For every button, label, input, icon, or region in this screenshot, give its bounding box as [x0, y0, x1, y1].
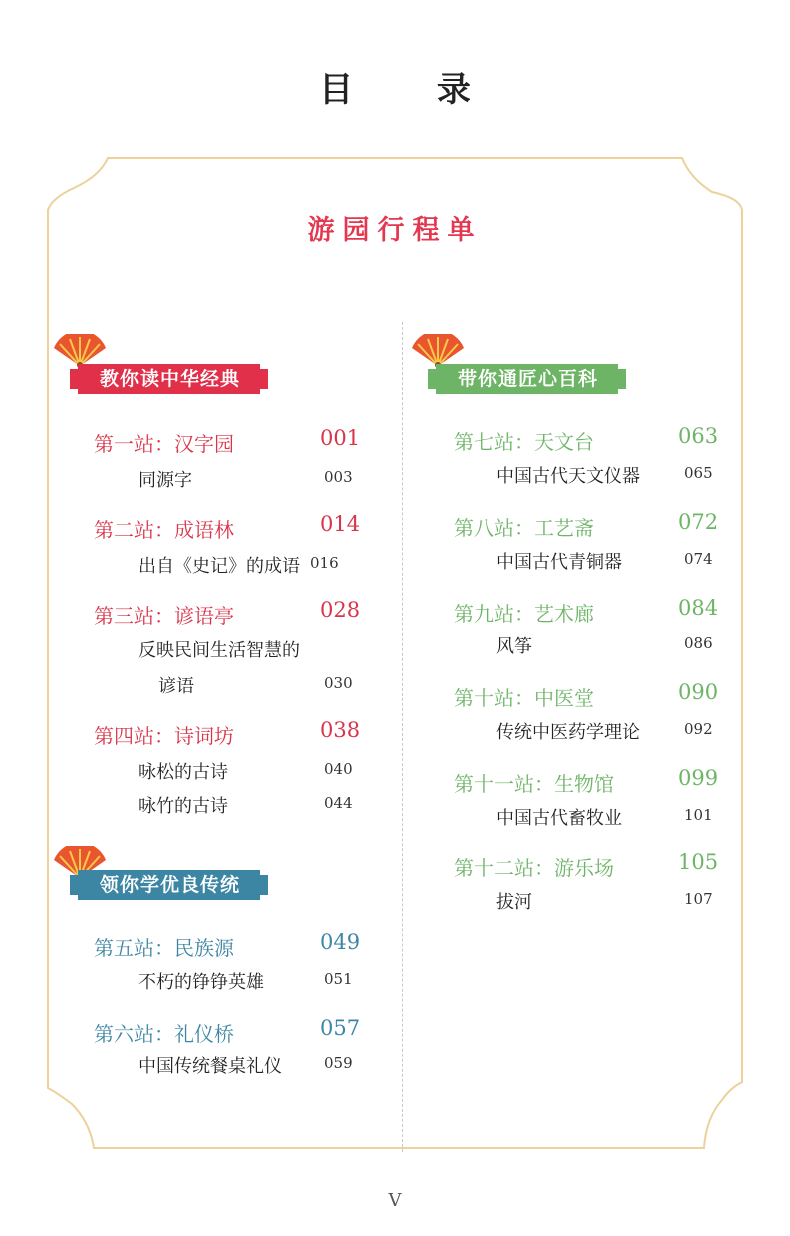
station-page: 049 — [320, 930, 361, 954]
entry-page: 040 — [324, 760, 353, 778]
banner-title: 游园行程单 — [307, 215, 483, 246]
station-title[interactable]: 第五站：民族源 049 — [94, 930, 361, 960]
entry-page: 003 — [324, 468, 353, 486]
entry-page: 074 — [684, 550, 713, 568]
station-page: 001 — [320, 426, 361, 450]
entry-page: 092 — [684, 720, 713, 738]
toc-entry[interactable]: 中国古代天文仪器 065 — [496, 464, 713, 487]
entry-page: 086 — [684, 634, 713, 652]
station-title[interactable]: 第一站：汉字园 001 — [94, 426, 361, 456]
fan-icon — [410, 334, 466, 368]
entry-page: 059 — [324, 1054, 353, 1072]
station-title[interactable]: 第六站：礼仪桥 057 — [94, 1016, 361, 1046]
station-title[interactable]: 第三站：谚语亭 028 — [94, 598, 361, 628]
section-label-classics: 教你读中华经典 — [78, 364, 260, 394]
station-page: 090 — [678, 680, 719, 704]
station-title[interactable]: 第九站：艺术廊 084 — [454, 596, 719, 626]
entry-page: 065 — [684, 464, 713, 482]
toc-entry[interactable]: 咏竹的古诗 044 — [138, 794, 353, 817]
toc-entry[interactable]: 咏松的古诗 040 — [138, 760, 353, 783]
toc-entry[interactable]: 谚语 030 — [158, 674, 353, 697]
toc-entry[interactable]: 中国古代畜牧业 101 — [496, 806, 713, 829]
station-page: 072 — [678, 510, 719, 534]
footer-page-number: V — [388, 1190, 402, 1211]
toc-entry[interactable]: 中国古代青铜器 074 — [496, 550, 713, 573]
entry-page: 101 — [684, 806, 713, 824]
station-page: 028 — [320, 598, 361, 622]
station-title[interactable]: 第四站：诗词坊 038 — [94, 718, 361, 748]
station-page: 057 — [320, 1016, 361, 1040]
section-label-traditions: 领你学优良传统 — [78, 870, 260, 900]
toc-entry[interactable]: 风筝 086 — [496, 634, 713, 657]
entry-page: 051 — [324, 970, 353, 988]
station-page: 014 — [320, 512, 361, 536]
station-title[interactable]: 第十二站：游乐场 105 — [454, 850, 719, 880]
column-divider — [402, 322, 403, 1152]
station-title[interactable]: 第二站：成语林 014 — [94, 512, 361, 542]
toc-entry[interactable]: 反映民间生活智慧的 — [138, 640, 300, 661]
toc-entry[interactable]: 不朽的铮铮英雄 051 — [138, 970, 353, 993]
toc-entry[interactable]: 同源字 003 — [138, 468, 353, 491]
toc-entry[interactable]: 拔河 107 — [496, 890, 713, 913]
station-page: 105 — [678, 850, 719, 874]
page-title: 目 录 — [319, 70, 507, 110]
station-title[interactable]: 第十一站：生物馆 099 — [454, 766, 719, 796]
fan-icon — [52, 334, 108, 368]
station-title[interactable]: 第七站：天文台 063 — [454, 424, 719, 454]
station-page: 038 — [320, 718, 361, 742]
section-label-crafts: 带你通匠心百科 — [436, 364, 618, 394]
toc-entry[interactable]: 中国传统餐桌礼仪 059 — [138, 1054, 353, 1077]
entry-page: 044 — [324, 794, 353, 812]
station-title[interactable]: 第八站：工艺斋 072 — [454, 510, 719, 540]
station-page: 099 — [678, 766, 719, 790]
toc-entry[interactable]: 传统中医药学理论 092 — [496, 720, 713, 743]
station-page: 063 — [678, 424, 719, 448]
station-page: 084 — [678, 596, 719, 620]
entry-page: 030 — [324, 674, 353, 692]
toc-entry[interactable]: 出自《史记》的成语 016 — [138, 554, 339, 577]
station-title[interactable]: 第十站：中医堂 090 — [454, 680, 719, 710]
entry-page: 107 — [684, 890, 713, 908]
entry-page: 016 — [310, 554, 339, 572]
